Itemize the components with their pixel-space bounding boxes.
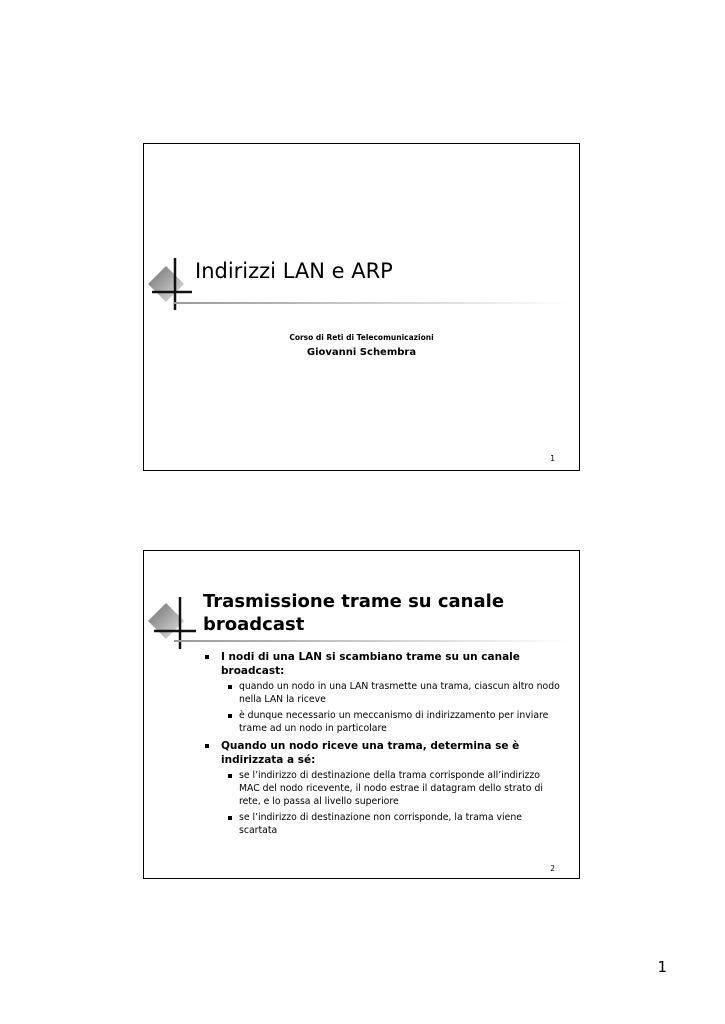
sub-bullet-item [203,680,563,706]
sub-bullet-text: se l’indirizzo di destinazione della trama corrisponde all’indirizzo MAC del nodo ricevente, il nodo estrae il datagram dello strato di rete, e lo passa al livello superiore [239,770,543,807]
slide-number: 1 [550,454,555,463]
author-name: Giovanni Schembra [306,347,417,358]
bullet-item [203,650,563,678]
slide-2 [143,550,580,879]
square-bullet-icon [228,714,232,718]
title-underline [174,640,569,642]
square-bullet-icon [228,685,232,689]
slide-title-line-2: broadcast [203,614,305,635]
bullet-list [203,650,563,841]
sub-bullet-text: quando un nodo in una LAN trasmette una trama, ciascun altro nodo nella LAN la riceve [239,681,560,705]
bullet-item [203,739,563,767]
sub-bullet-text: è dunque necessario un meccanismo di indirizzamento per inviare trame ad un nodo in particolare [239,710,549,734]
square-bullet-icon [228,816,232,820]
slide-title: Indirizzi LAN e ARP [195,259,393,283]
slide-title [203,590,504,636]
square-bullet-icon [205,655,209,659]
title-underline [174,302,569,304]
page-number: 1 [657,958,667,976]
sub-bullet-item [203,769,563,808]
bullet-text: Quando un nodo riceve una trama, determina se è indirizzata a sé: [221,740,520,766]
bullet-group [203,739,563,837]
sub-bullet-text: se l’indirizzo di destinazione non corrisponde, la trama viene scartata [239,812,522,836]
course-name: Corso di Reti di Telecomunicazioni [289,333,434,342]
slide-title-line-1: Trasmissione trame su canale [203,591,505,612]
square-bullet-icon [205,744,209,748]
bullet-text: I nodi di una LAN si scambiano trame su un canale broadcast: [221,651,520,677]
slide-number: 2 [550,864,555,873]
slide-1 [143,143,580,471]
sub-bullet-item [203,811,563,837]
decoration-graphic [144,591,204,651]
square-bullet-icon [228,774,232,778]
sub-bullet-item [203,709,563,735]
bullet-group [203,650,563,735]
